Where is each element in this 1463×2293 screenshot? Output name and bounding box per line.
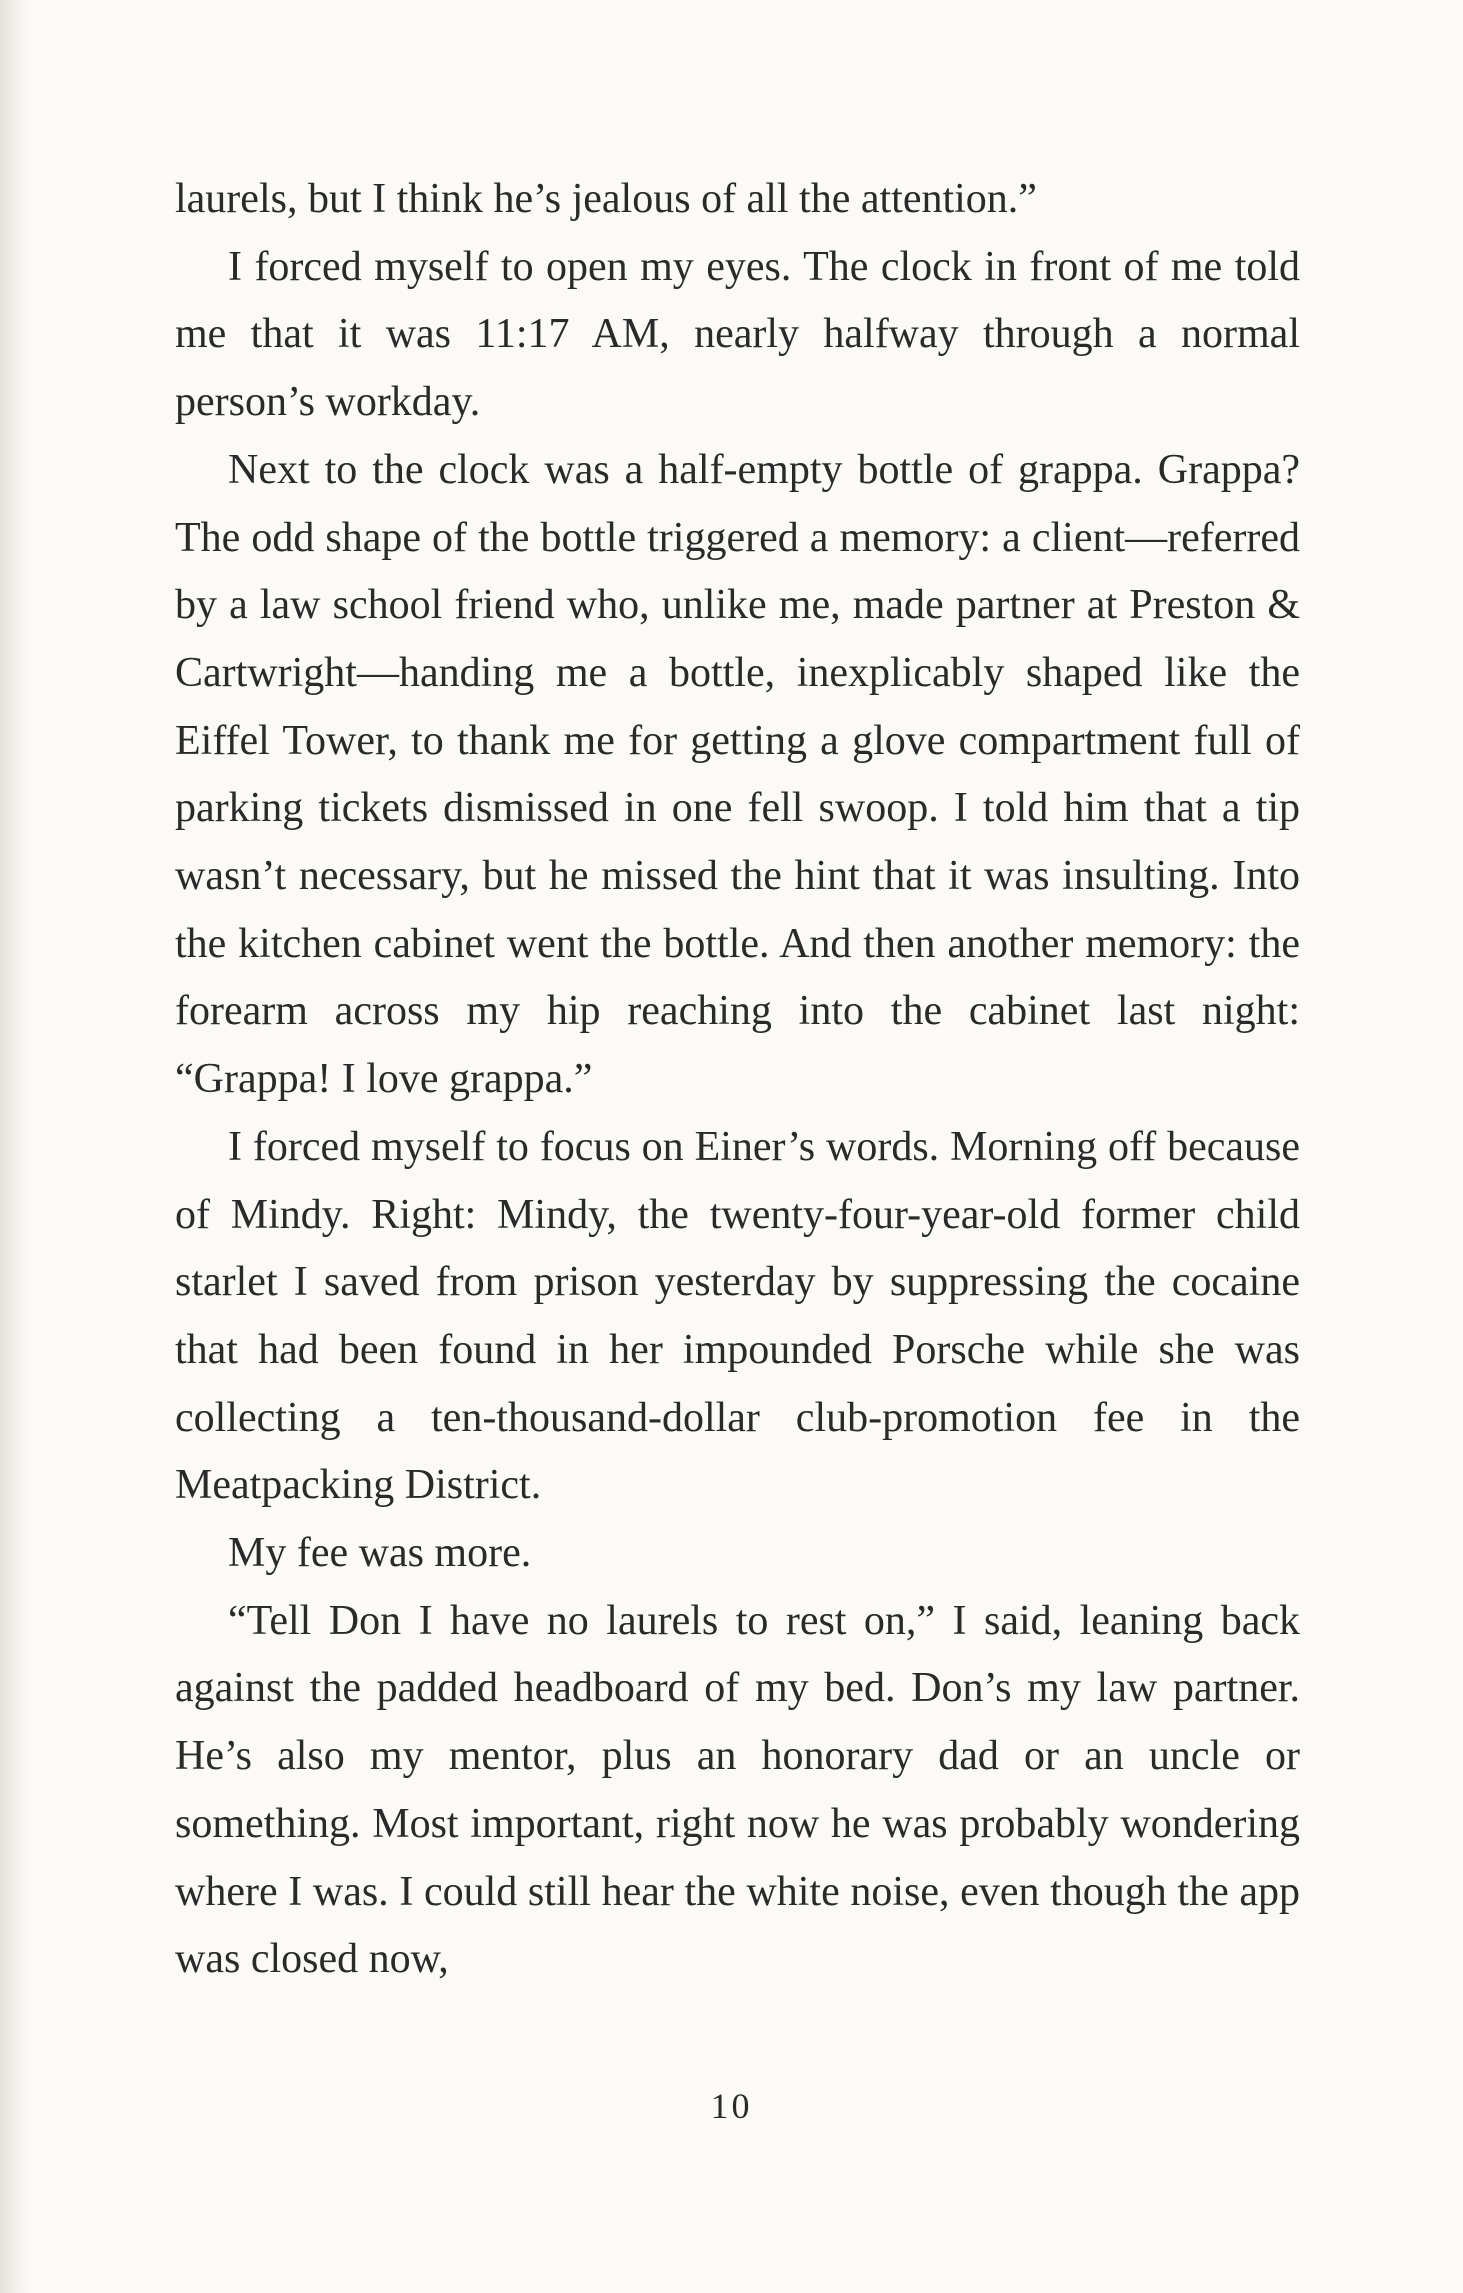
paragraph-6: “Tell Don I have no laurels to rest on,” I said, leaning back against the padded headboard of my bed. Don’s my law partner. He’s also my mentor, plus an honorary dad or an uncle or something. Most important, right now he was probably wondering where I was. I could still hear the white noise, even though the app was closed now, — [175, 1597, 1300, 1983]
body-text — [175, 166, 1300, 1994]
paragraph-5: My fee was more. — [228, 1530, 532, 1577]
paragraph-1: laurels, but I think he’s jealous of all the attention.” — [175, 176, 1037, 222]
page-gutter-shadow — [0, 0, 28, 2293]
page-number: 10 — [710, 2086, 753, 2126]
paragraph-4: I forced myself to focus on Einer’s words. Morning off because of Mindy. Right: Mindy, the twenty-four-year-old former child starlet I saved from prison yesterday by suppressing the cocaine that had been found in her impounded Porsche while she was collecting a ten-thousand-dollar club-promotion fee in the Meatpacking District. — [175, 1123, 1300, 1509]
paragraph-2: I forced myself to open my eyes. The clock in front of me told me that it was 11:17 AM, nearly halfway through a normal person’s workday. — [175, 243, 1300, 426]
paragraph-3: Next to the clock was a half-empty bottle of grappa. Grappa? The odd shape of the bottle triggered a memory: a client—referred by a law school friend who, unlike me, made partner at Preston & Cartwright—handing me a bottle, inexplicably shaped like the Eiffel Tower, to thank me for getting a glove compartment full of parking tickets dismissed in one fell swoop. I told him that a tip wasn’t necessary, but he missed the hint that it was insulting. Into the kitchen cabinet went the bottle. And then another memory: the forearm across my hip reaching into the cabinet last night: “Grappa! I love grappa.” — [175, 446, 1300, 1103]
